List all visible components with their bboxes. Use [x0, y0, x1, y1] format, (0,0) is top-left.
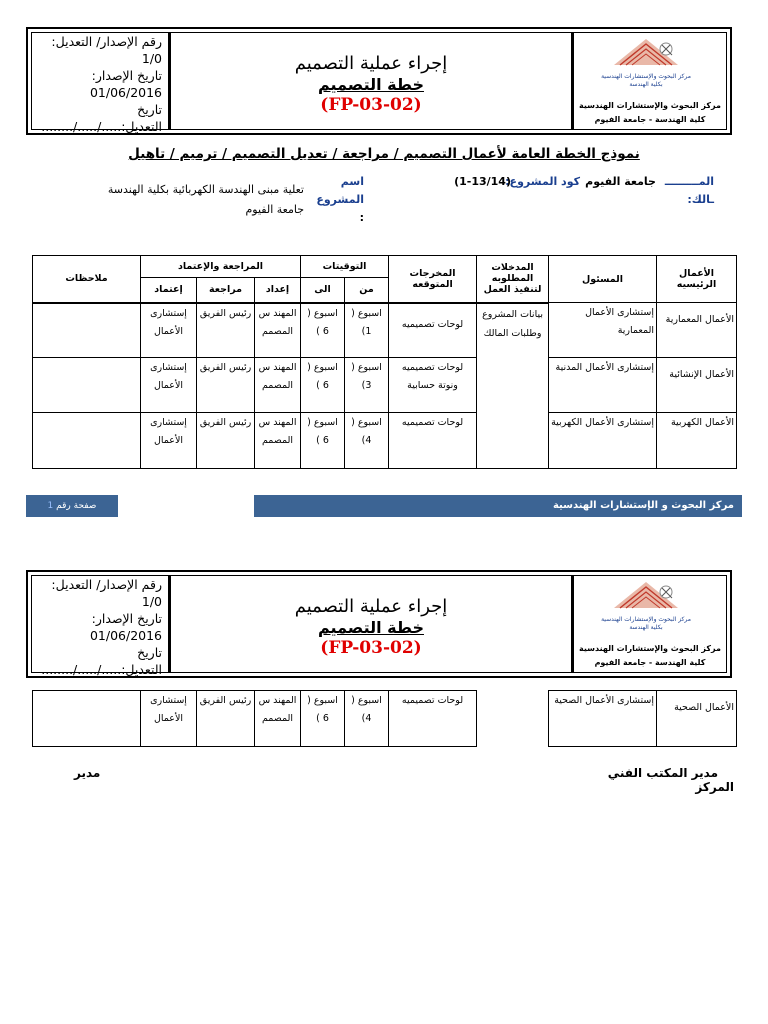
tech-manager-signature: مدير المكتب الفني — [607, 766, 718, 780]
document-title: إجراء عملية التصميم — [294, 596, 448, 617]
table-row — [33, 303, 737, 358]
cell-to: اسبوع ( 6 ) — [301, 303, 345, 358]
document-title-block — [172, 33, 570, 129]
issue-value: 1/0 — [141, 51, 162, 66]
cell-inputs: بيانات المشروع وطلبات المالك — [477, 303, 549, 469]
amend-value: التعديل:...../...../........ — [41, 119, 162, 134]
cell-from: اسبوع ( 4) — [345, 413, 389, 469]
cell-revise: رئيس الفريق — [197, 303, 255, 358]
header-timing: التوقيتات — [301, 256, 389, 278]
org-faculty: كلية الهندسة - جامعة الفيوم — [594, 658, 706, 667]
document-code: (FP-03-02) — [320, 95, 422, 115]
project-name-label-3: : — [359, 211, 364, 224]
org-name: مركز البحوث والإستشارات الهندسية — [579, 101, 721, 110]
issue-label: رقم الإصدار/ التعديل: — [51, 577, 162, 592]
table-row — [33, 413, 737, 469]
cell-to: اسبوع ( 6 ) — [301, 691, 345, 747]
project-name-value-2: جامعة الفيوم — [245, 203, 304, 216]
cell-prepare: المهند س المصمم — [255, 691, 301, 747]
page-number: 1 — [47, 501, 54, 511]
logo-caption: مركز البحوث والإستشارات الهندسية بكلية الهندسة — [601, 73, 691, 88]
design-plan-table — [32, 255, 737, 469]
cell-to: اسبوع ( 6 ) — [301, 413, 345, 469]
header-prepare: إعداد — [255, 278, 301, 303]
org-block — [571, 33, 726, 129]
header-notes: ملاحظات — [33, 256, 141, 303]
table-row — [33, 358, 737, 413]
amend-label: تاريخ — [137, 102, 162, 117]
amend-label: تاريخ — [137, 645, 162, 660]
cell-from: اسبوع ( 1) — [345, 303, 389, 358]
project-name-label-2: المشروع — [316, 193, 364, 206]
project-code-label: كود المشروع: — [505, 175, 580, 188]
cell-prepare: المهند س المصمم — [255, 303, 301, 358]
cell-responsible: إستشارى الأعمال الكهربية — [549, 413, 657, 469]
header-main-works: الأعمال الرئيسيه — [657, 256, 737, 303]
project-name-label: اسم — [340, 175, 364, 188]
issue-info — [32, 576, 171, 677]
amend-value: التعديل:...../...../........ — [41, 662, 162, 677]
cell-notes — [33, 691, 141, 747]
document-code: (FP-03-02) — [320, 638, 422, 658]
header-box — [26, 27, 732, 135]
document-title: إجراء عملية التصميم — [294, 53, 448, 74]
design-plan-table-page-2 — [32, 690, 737, 747]
cell-to: اسبوع ( 6 ) — [301, 358, 345, 413]
tech-manager-signature-2: المركز — [695, 780, 734, 794]
project-code-value: (1-13/14) — [454, 175, 511, 188]
issue-date-label: تاريخ الإصدار: — [91, 611, 162, 626]
cell-approve: إستشارى الأعمال — [141, 303, 197, 358]
cell-output: لوحات تصميميه — [389, 303, 477, 358]
cell-approve: إستشارى الأعمال — [141, 358, 197, 413]
center-logo — [600, 35, 692, 88]
header-responsible: المسئول — [549, 256, 657, 303]
cell-notes — [33, 358, 141, 413]
cell-approve: إستشارى الأعمال — [141, 691, 197, 747]
header-outputs: المخرجات المتوقعه — [389, 256, 477, 303]
cell-work: الأعمال الكهربية — [657, 413, 737, 469]
cell-inputs — [477, 691, 549, 747]
cell-output: لوحات تصميميه — [389, 413, 477, 469]
cell-from: اسبوع ( 3) — [345, 358, 389, 413]
page-number-box: صفحة رقم 1 — [26, 495, 118, 517]
center-logo — [600, 578, 692, 631]
cell-approve: إستشارى الأعمال — [141, 413, 197, 469]
cell-notes — [33, 413, 141, 469]
owner-label-2: ـالك: — [687, 193, 714, 206]
header-from: من — [345, 278, 389, 303]
cell-notes — [33, 303, 141, 358]
owner-label: المـــــــــ — [664, 175, 714, 188]
issue-info — [32, 33, 171, 134]
org-name: مركز البحوث والإستشارات الهندسية — [579, 644, 721, 653]
cell-work: الأعمال الصحية — [657, 691, 737, 747]
cell-work: الأعمال المعمارية — [657, 303, 737, 358]
cell-output: لوحات تصميميه — [389, 691, 477, 747]
project-name-value: تعلية مبنى الهندسة الكهربائية بكلية الهندسة — [107, 183, 304, 196]
cell-prepare: المهند س المصمم — [255, 413, 301, 469]
issue-date-label: تاريخ الإصدار: — [91, 68, 162, 83]
issue-label: رقم الإصدار/ التعديل: — [51, 34, 162, 49]
header-approve: إعتماد — [141, 278, 197, 303]
header-box-page-2 — [26, 570, 732, 678]
issue-value: 1/0 — [141, 594, 162, 609]
org-faculty: كلية الهندسة - جامعة الفيوم — [594, 115, 706, 124]
header-inputs: المدخلات المطلوبه لتنفيذ العمل — [477, 256, 549, 303]
header-review: المراجعة والإعتماد — [141, 256, 301, 278]
cell-responsible: إستشارى الأعمال الصحية — [549, 691, 657, 747]
table-row — [33, 691, 737, 747]
cell-work: الأعمال الإنشائية — [657, 358, 737, 413]
document-subtitle: خطة التصميم — [318, 618, 424, 637]
org-block — [571, 576, 726, 672]
cell-responsible: إستشارى الأعمال المعمارية — [549, 303, 657, 358]
issue-date-value: 01/06/2016 — [89, 628, 162, 643]
cell-prepare: المهند س المصمم — [255, 358, 301, 413]
document-subtitle: خطة التصميم — [318, 75, 424, 94]
cell-revise: رئيس الفريق — [197, 691, 255, 747]
document-title-block — [172, 576, 570, 672]
cell-from: اسبوع ( 4) — [345, 691, 389, 747]
owner-value: جامعة الفيوم — [585, 175, 656, 188]
footer-bar: مركز البحوث و الإستشارات الهندسية — [254, 495, 742, 517]
header-to: الى — [301, 278, 345, 303]
cell-revise: رئيس الفريق — [197, 358, 255, 413]
header-revise: مراجعة — [197, 278, 255, 303]
model-title: نموذج الخطة العامة لأعمال التصميم / مراجعة / تعديل التصميم / ترميم / تاهيل — [128, 146, 640, 162]
cell-revise: رئيس الفريق — [197, 413, 255, 469]
manager-signature: مدير — [74, 766, 101, 780]
logo-caption: مركز البحوث والإستشارات الهندسية بكلية الهندسة — [601, 616, 691, 631]
issue-date-value: 01/06/2016 — [89, 85, 162, 100]
cell-output: لوحات تصميميه ونوتة حسابية — [389, 358, 477, 413]
cell-responsible: إستشارى الأعمال المدنية — [549, 358, 657, 413]
